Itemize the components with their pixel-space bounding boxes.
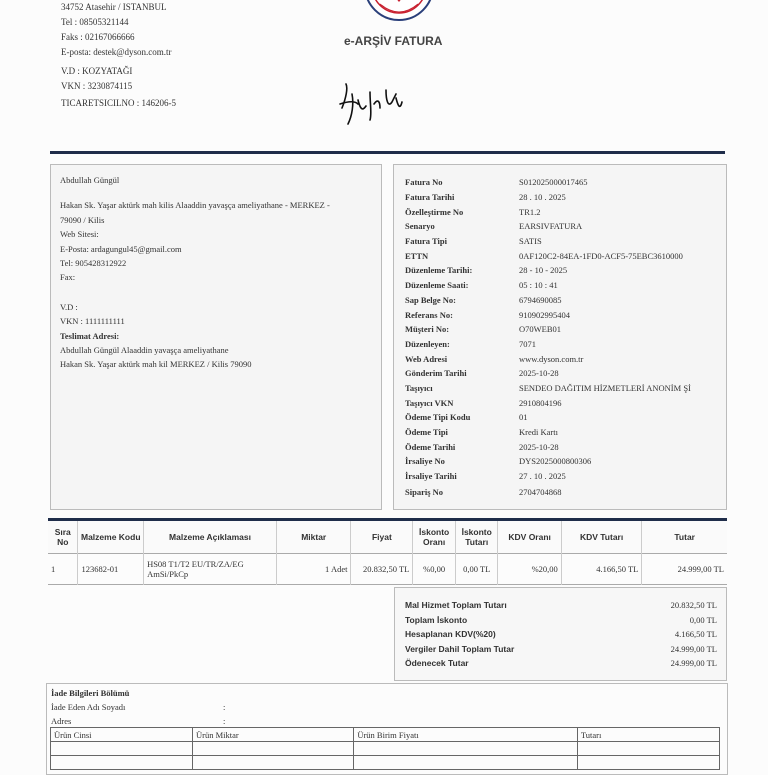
customer-email: E-Posta: ardagungul45@gmail.com: [60, 243, 182, 254]
invoice-info-row: [405, 395, 691, 410]
invoice-info-value: 28 - 10 - 2025: [519, 265, 568, 276]
invoice-info-label: Gönderim Tarihi: [405, 368, 467, 379]
totals-row: [402, 656, 720, 671]
return-table-header-cell: Ürün Cinsi: [51, 728, 193, 742]
invoice-info-value: 2910804196: [519, 397, 562, 408]
items-header-row: [48, 520, 727, 554]
sender-address: 34752 Atasehir / ISTANBUL: [61, 2, 167, 12]
sender-info: [61, 0, 176, 111]
items-header-cell: İskonto Tutarı: [455, 520, 498, 554]
items-cell: 24.999,00 TL: [677, 564, 724, 574]
invoice-info-label: Taşıyıcı VKN: [405, 397, 454, 408]
invoice-info-value: DYS2025000800306: [519, 456, 592, 467]
invoice-info-row: [405, 307, 691, 322]
invoice-info-row: [405, 439, 691, 454]
invoice-info-row: [405, 351, 691, 366]
invoice-info-row: [405, 175, 691, 190]
sender-trade-registry: TICARETSICILNO : 146206-5: [61, 98, 176, 108]
sender-email: E-posta: destek@dyson.com.tr: [61, 47, 172, 57]
invoice-info-row: [405, 322, 691, 337]
returner-colon: :: [223, 702, 226, 712]
invoice-info-row: [405, 425, 691, 440]
customer-address-1: Hakan Sk. Yaşar aktürk mah kilis Alaaddin yavaşça ameliyathane - MERKEZ -: [60, 200, 330, 211]
invoice-info-table: [405, 175, 691, 483]
gib-logo: [364, 0, 434, 22]
invoice-info-value: EARSIVFATURA: [519, 221, 583, 232]
invoice-info-row: [405, 293, 691, 308]
invoice-info-label: Özelleştirme No: [405, 206, 464, 217]
totals-label: Hesaplanan KDV(%20): [405, 629, 496, 640]
items-header-cell: Malzeme Açıklaması: [144, 520, 277, 554]
invoice-info-value: O70WEB01: [519, 324, 562, 335]
return-table-header-cell: Ürün Birim Fiyatı: [354, 728, 578, 742]
return-table: [50, 727, 720, 770]
invoice-info-value: 2025-10-28: [519, 368, 559, 379]
invoice-info-label: Fatura Tipi: [405, 236, 447, 247]
totals-value: 4.166,50 TL: [674, 629, 717, 640]
totals-value: 20.832,50 TL: [670, 600, 717, 611]
items-cell: 1 Adet: [276, 554, 351, 585]
delivery-address-1: Abdullah Güngül Alaaddin yavaşça ameliyathane: [60, 345, 229, 356]
invoice-info-label: Ödeme Tipi Kodu: [405, 412, 471, 423]
items-cell: HS08 T1/T2 EU/TR/ZA/EG AmSi/PkCp: [144, 554, 277, 585]
sender-phone: Tel : 08505321144: [61, 17, 129, 27]
delivery-title: Teslimat Adresi:: [60, 330, 120, 341]
invoice-info-row: [405, 469, 691, 484]
totals-value: 0,00 TL: [689, 614, 717, 625]
totals-label: Vergiler Dahil Toplam Tutar: [405, 643, 515, 654]
invoice-info-value: 6794690085: [519, 294, 562, 305]
totals-label: Toplam İskonto: [405, 614, 468, 625]
invoice-info-value: 2025-10-28: [519, 441, 559, 452]
invoice-info-row: [405, 248, 691, 263]
return-address-label: Adres: [51, 716, 72, 726]
invoice-info-label: Web Adresi: [405, 353, 448, 364]
return-table-row: [51, 742, 720, 756]
totals-label: Mal Hizmet Toplam Tutarı: [405, 600, 507, 611]
items-header-cell: KDV Oranı: [498, 520, 561, 554]
invoice-info-value: www.dyson.com.tr: [519, 353, 584, 364]
invoice-info-value: SATIS: [519, 236, 542, 247]
invoice-info-label: Ödeme Tarihi: [405, 441, 456, 452]
invoice-info-value: 28 . 10 . 2025: [519, 192, 566, 203]
items-header-cell: KDV Tutarı: [561, 520, 642, 554]
customer-phone: Tel: 905428312922: [60, 258, 127, 269]
invoice-info-label: Fatura No: [405, 177, 443, 188]
returner-label: İade Eden Adı Soyadı: [51, 702, 126, 712]
invoice-info-value: SENDEO DAĞITIM HİZMETLERİ ANONİM Şİ: [519, 382, 691, 393]
invoice-info-row: [405, 234, 691, 249]
totals-label: Ödenecek Tutar: [405, 658, 469, 669]
invoice-info-value: 0AF120C2-84EA-1FD0-ACF5-75EBC3610000: [519, 250, 683, 261]
items-cell: 20.832,50 TL: [351, 554, 413, 585]
invoice-info-row: [405, 263, 691, 278]
invoice-info-value: 05 : 10 : 41: [519, 280, 558, 291]
delivery-address-2: Hakan Sk. Yaşar aktürk mah kil MERKEZ / Kilis 79090: [60, 359, 252, 370]
items-header-cell: Malzeme Kodu: [78, 520, 144, 554]
totals-value: 24.999,00 TL: [670, 643, 717, 654]
customer-box: [50, 164, 382, 510]
invoice-info-row: [405, 278, 691, 293]
totals-row: [402, 642, 720, 657]
items-cell: 123682-01: [78, 554, 144, 585]
totals-table: [402, 598, 720, 671]
sender-fax: Faks : 02167066666: [61, 32, 135, 42]
invoice-info-value: Kredi Kartı: [519, 427, 558, 438]
document-title: e-ARŞİV FATURA: [344, 34, 443, 48]
invoice-info-label: İrsaliye Tarihi: [405, 471, 457, 482]
customer-tax-office: V.D :: [60, 301, 78, 312]
customer-address-2: 79090 / Kilis: [60, 214, 105, 225]
items-table: [48, 518, 727, 585]
invoice-info-label: ETTN: [405, 250, 429, 261]
invoice-info-label: Sap Belge No:: [405, 294, 456, 305]
customer-vkn: VKN : 1111111111: [60, 316, 125, 327]
invoice-info-value: S012025000017465: [519, 177, 588, 188]
invoice-info-label: Fatura Tarihi: [405, 192, 455, 203]
totals-value: 24.999,00 TL: [670, 658, 717, 669]
invoice-info-label: Taşıyıcı: [405, 382, 433, 393]
order-no-label: Sipariş No: [405, 487, 444, 498]
invoice-info-label: Düzenleyen:: [405, 338, 450, 349]
invoice-info-row: [405, 366, 691, 381]
invoice-info-label: Ödeme Tipi: [405, 427, 448, 438]
invoice-info-box: [393, 164, 727, 510]
invoice-info-value: 910902995404: [519, 309, 570, 320]
invoice-info-value: 01: [519, 412, 528, 423]
invoice-info-row: [405, 337, 691, 352]
return-table-header: [51, 728, 720, 742]
invoice-info-label: Düzenleme Saati:: [405, 280, 469, 291]
return-title: İade Bilgileri Bölümü: [51, 688, 130, 698]
invoice-info-row: [405, 410, 691, 425]
order-info-table: [405, 485, 562, 500]
invoice-info-row: [405, 454, 691, 469]
sender-vkn: VKN : 3230874115: [61, 81, 133, 91]
header-rule: [50, 151, 725, 154]
items-cell: 4.166,50 TL: [561, 554, 642, 585]
items-cell: %0,00: [413, 554, 456, 585]
invoice-info-label: İrsaliye No: [405, 456, 445, 467]
return-table-header-cell: Tutarı: [577, 728, 719, 742]
invoice-info-label: Düzenleme Tarihi:: [405, 265, 473, 276]
items-header-cell: Miktar: [276, 520, 351, 554]
customer-name: Abdullah Güngül: [60, 175, 120, 185]
totals-row: [402, 627, 720, 642]
totals-row: [402, 613, 720, 628]
invoice-info-value: 27 . 10 . 2025: [519, 471, 566, 482]
invoice-info-row: [405, 381, 691, 396]
items-row: [48, 554, 727, 585]
invoice-info-label: Referans No:: [405, 309, 453, 320]
return-address-colon: :: [223, 716, 226, 726]
invoice-info-value: TR1.2: [519, 206, 541, 217]
return-table-header-cell: Ürün Miktar: [192, 728, 353, 742]
items-header-cell: Sıra No: [48, 520, 78, 554]
invoice-info-value: 7071: [519, 338, 536, 349]
return-table-row: [51, 756, 720, 770]
totals-row: [402, 598, 720, 613]
items-cell: 1: [48, 554, 78, 585]
invoice-info-row: [405, 204, 691, 219]
items-header-cell: Fiyat: [351, 520, 413, 554]
customer-website: Web Sitesi:: [60, 229, 99, 240]
sender-tax-office: V.D : KOZYATAĞI: [61, 66, 133, 76]
items-header-cell: Tutar: [642, 520, 727, 554]
invoice-info-row: [405, 190, 691, 205]
items-header-cell: İskonto Oranı: [413, 520, 456, 554]
totals-box: [394, 587, 727, 681]
order-no-value: 2704704868: [519, 487, 562, 498]
items-cell: %20,00: [498, 554, 561, 585]
signature: [334, 80, 414, 132]
invoice-info-label: Müşteri No:: [405, 324, 450, 335]
items-cell: 0,00 TL: [455, 554, 498, 585]
customer-fax: Fax:: [60, 272, 76, 283]
invoice-info-label: Senaryo: [405, 221, 435, 232]
invoice-info-row: [405, 219, 691, 234]
